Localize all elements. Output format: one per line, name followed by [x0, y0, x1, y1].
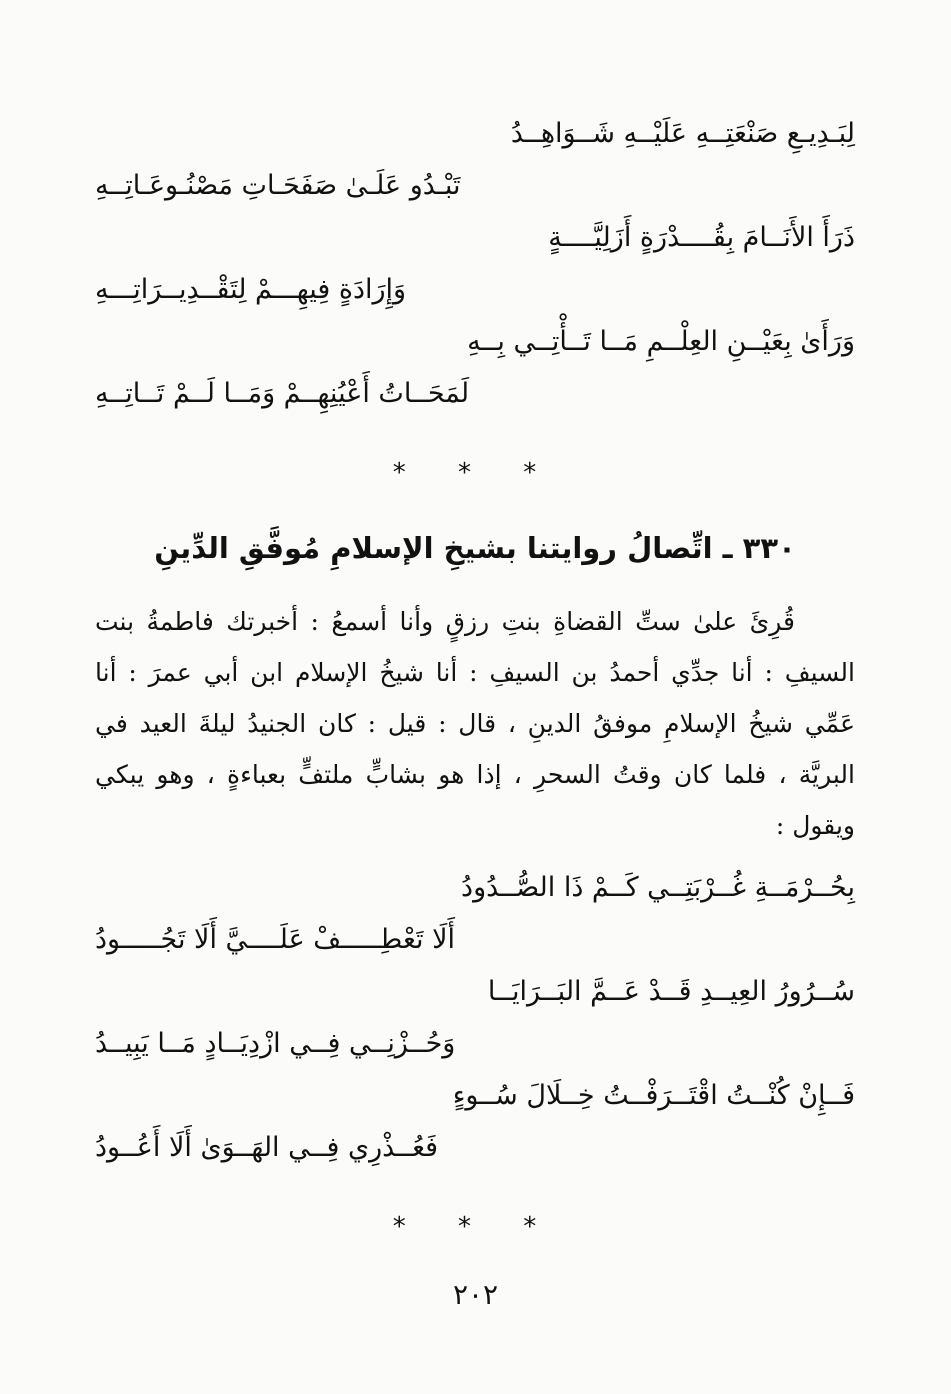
poem-line-text: وَرَأَىٰ بِعَيْــنِ العِلْــمِ مَــا تَــأْتِــي بِــهِ	[467, 326, 855, 357]
poem-line-text: سُــرُورُ العِيــدِ قَــدْ عَــمَّ البَــرَايَــا	[487, 976, 855, 1007]
poem-line	[95, 264, 855, 316]
section-separator: * * *	[392, 458, 559, 488]
poem-top	[95, 108, 855, 420]
poem-line	[95, 1018, 855, 1070]
poem-line	[95, 368, 855, 420]
poem-line-text: لَمَحَــاتُ أَعْيُنِهِــمْ وَمَــا لَــمْ تَــاتِــهِ	[95, 378, 470, 409]
section-heading: ٣٣٠ ـ اتِّصالُ روايتنا بشيخِ الإسلامِ مُوفَّقِ الدِّينِ	[154, 531, 796, 565]
poem-line-text: أَلَا تَعْطِـــــفْ عَلَــــيَّ أَلَا تَجُـــــودُ	[95, 924, 455, 955]
poem-line-text: بِحُــرْمَــةِ غُــرْبَتِــي كَــمْ ذَا الصُّــدُودُ	[461, 872, 855, 903]
poem-line	[95, 316, 855, 368]
prose-paragraph	[95, 596, 855, 851]
poem-line-text: وَإِرَادَةٍ فِيهِـــمْ لِتَقْــدِيــرَاتِـــهِ	[95, 274, 407, 305]
poem-line	[95, 160, 855, 212]
section-separator: * * *	[392, 1212, 559, 1242]
poem-line-text: فَعُــذْرِي فِــي الهَــوَىٰ أَلَا أَعُــودُ	[95, 1132, 439, 1163]
poem-line	[95, 914, 855, 966]
poem-line-text: وَحُــزْنِــي فِــي ازْدِيَــادٍ مَــا يَبِيــدُ	[95, 1028, 456, 1059]
prose-line: عَمِّي شيخُ الإسلامِ موفقُ الدينِ ، قال : قيل : كان الجنيدُ ليلةَ العيد في	[95, 709, 855, 738]
poem-line-text: ذَرَأَ الأَنَــامَ بِقُــــدْرَةٍ أَزَلِيَّــــةٍ	[548, 222, 855, 253]
poem-line-text: تَبْـدُو عَلَـىٰ صَفَحَـاتِ مَصْنُـوعَـاتِــهِ	[95, 170, 461, 201]
prose-line: قُرِئَ علىٰ ستِّ القضاةِ بنتِ رزقٍ وأنا أسمعُ : أخبرتك فاطمةُ بنت	[95, 607, 795, 636]
poem-line	[95, 966, 855, 1018]
poem-line-text: فَــإِنْ كُنْــتُ اقْتَــرَفْــتُ خِــلَالَ سُــوءٍ	[452, 1080, 855, 1111]
poem-line-text: لِبَـدِيـعِ صَنْعَتِــهِ عَلَيْــهِ شَــوَاهِــدُ	[510, 118, 855, 149]
prose-line: ويقول :	[775, 811, 855, 840]
page-number: ٢٠٢	[452, 1278, 499, 1311]
prose-line: البريَّة ، فلما كان وقتُ السحرِ ، إذا هو بشابٍّ ملتفٍّ بعباءةٍ ، وهو يبكي	[95, 760, 855, 789]
poem-line	[95, 1122, 855, 1174]
poem-line	[95, 212, 855, 264]
poem-line	[95, 108, 855, 160]
poem-line	[95, 1070, 855, 1122]
poem-line	[95, 862, 855, 914]
poem-bottom	[95, 862, 855, 1174]
prose-line: السيفِ : أنا جدِّي أحمدُ بن السيفِ : أنا شيخُ الإسلام ابن أبي عمرَ : أنا	[95, 658, 855, 687]
